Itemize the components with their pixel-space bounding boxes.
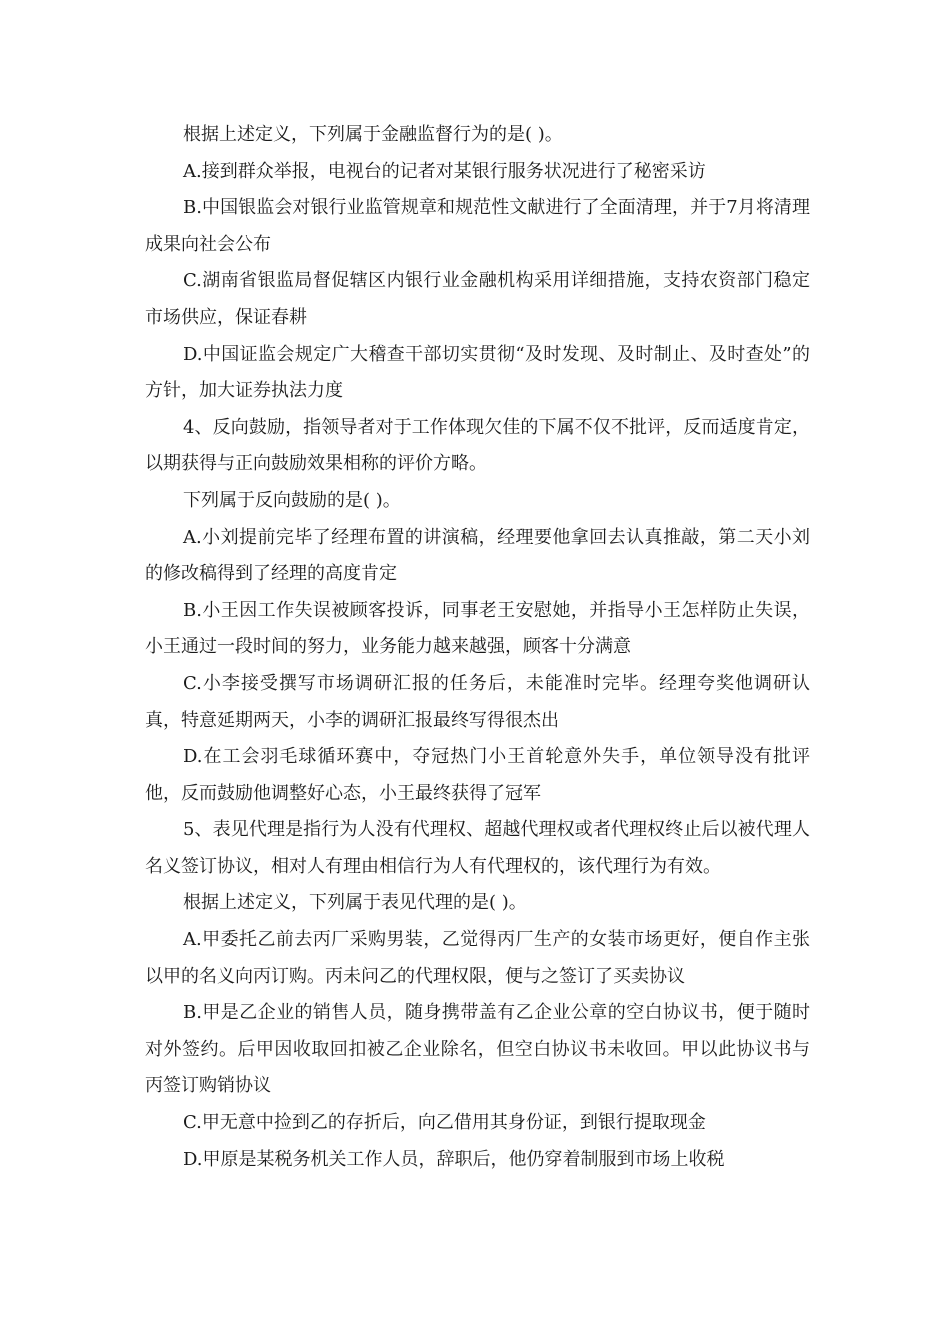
option-a: A.小刘提前完毕了经理布置的讲演稿，经理要他拿回去认真推敲，第二天小刘的修改稿得到了经理的高度肯定 xyxy=(145,526,810,585)
question-5-definition: 5、表见代理是指行为人没有代理权、超越代理权或者代理权终止后以被代理人名义签订协议，相对人有理由相信行为人有代理权的，该代理行为有效。 xyxy=(145,819,810,877)
question-4-definition: 4、反向鼓励，指领导者对于工作体现欠佳的下属不仅不批评，反而适度肯定，以期获得与正向鼓励效果相称的评价方略。 xyxy=(145,416,810,475)
question-prompt: 下列属于反向鼓励的是( )。 xyxy=(183,489,401,511)
question-prompt: 根据上述定义，下列属于金融监督行为的是( )。 xyxy=(183,124,563,145)
option-a: A.接到群众举报，电视台的记者对某银行服务状况进行了秘密采访 xyxy=(183,160,706,182)
question-prompt: 根据上述定义，下列属于表见代理的是( )。 xyxy=(183,892,527,914)
option-d: D.甲原是某税务机关工作人员，辞职后，他仍穿着制服到市场上收税 xyxy=(183,1148,725,1170)
option-d: D.在工会羽毛球循环赛中，夺冠热门小王首轮意外失手，单位领导没有批评他，反而鼓励他调整好心态，小王最终获得了冠军 xyxy=(145,746,810,804)
option-b: B.中国银监会对银行业监管规章和规范性文献进行了全面清理，并于7月将清理成果向社会公布 xyxy=(145,197,810,255)
option-a: A.甲委托乙前去丙厂采购男装，乙觉得丙厂生产的女装市场更好，便自作主张以甲的名义向丙订购。丙未问乙的代理权限，便与之签订了买卖协议 xyxy=(145,929,810,987)
option-b: B.甲是乙企业的销售人员，随身携带盖有乙企业公章的空白协议书，便于随时对外签约。后甲因收取回扣被乙企业除名，但空白协议书未收回。甲以此协议书与丙签订购销协议 xyxy=(145,1002,810,1097)
option-c: C.甲无意中捡到乙的存折后，向乙借用其身份证，到银行提取现金 xyxy=(183,1112,706,1134)
option-c: C.湖南省银监局督促辖区内银行业金融机构采用详细措施，支持农资部门稳定市场供应，保证春耕 xyxy=(145,270,810,328)
document-body xyxy=(145,117,810,1178)
option-b: B.小王因工作失误被顾客投诉，同事老王安慰她，并指导小王怎样防止失误，小王通过一段时间的努力，业务能力越来越强，顾客十分满意 xyxy=(145,599,810,658)
option-c: C.小李接受撰写市场调研汇报的任务后，未能准时完毕。经理夸奖他调研认真，特意延期两天，小李的调研汇报最终写得很杰出 xyxy=(145,672,810,731)
option-d: D.中国证监会规定广大稽查干部切实贯彻“及时发现、及时制止、及时查处”的方针，加大证券执法力度 xyxy=(145,343,810,402)
